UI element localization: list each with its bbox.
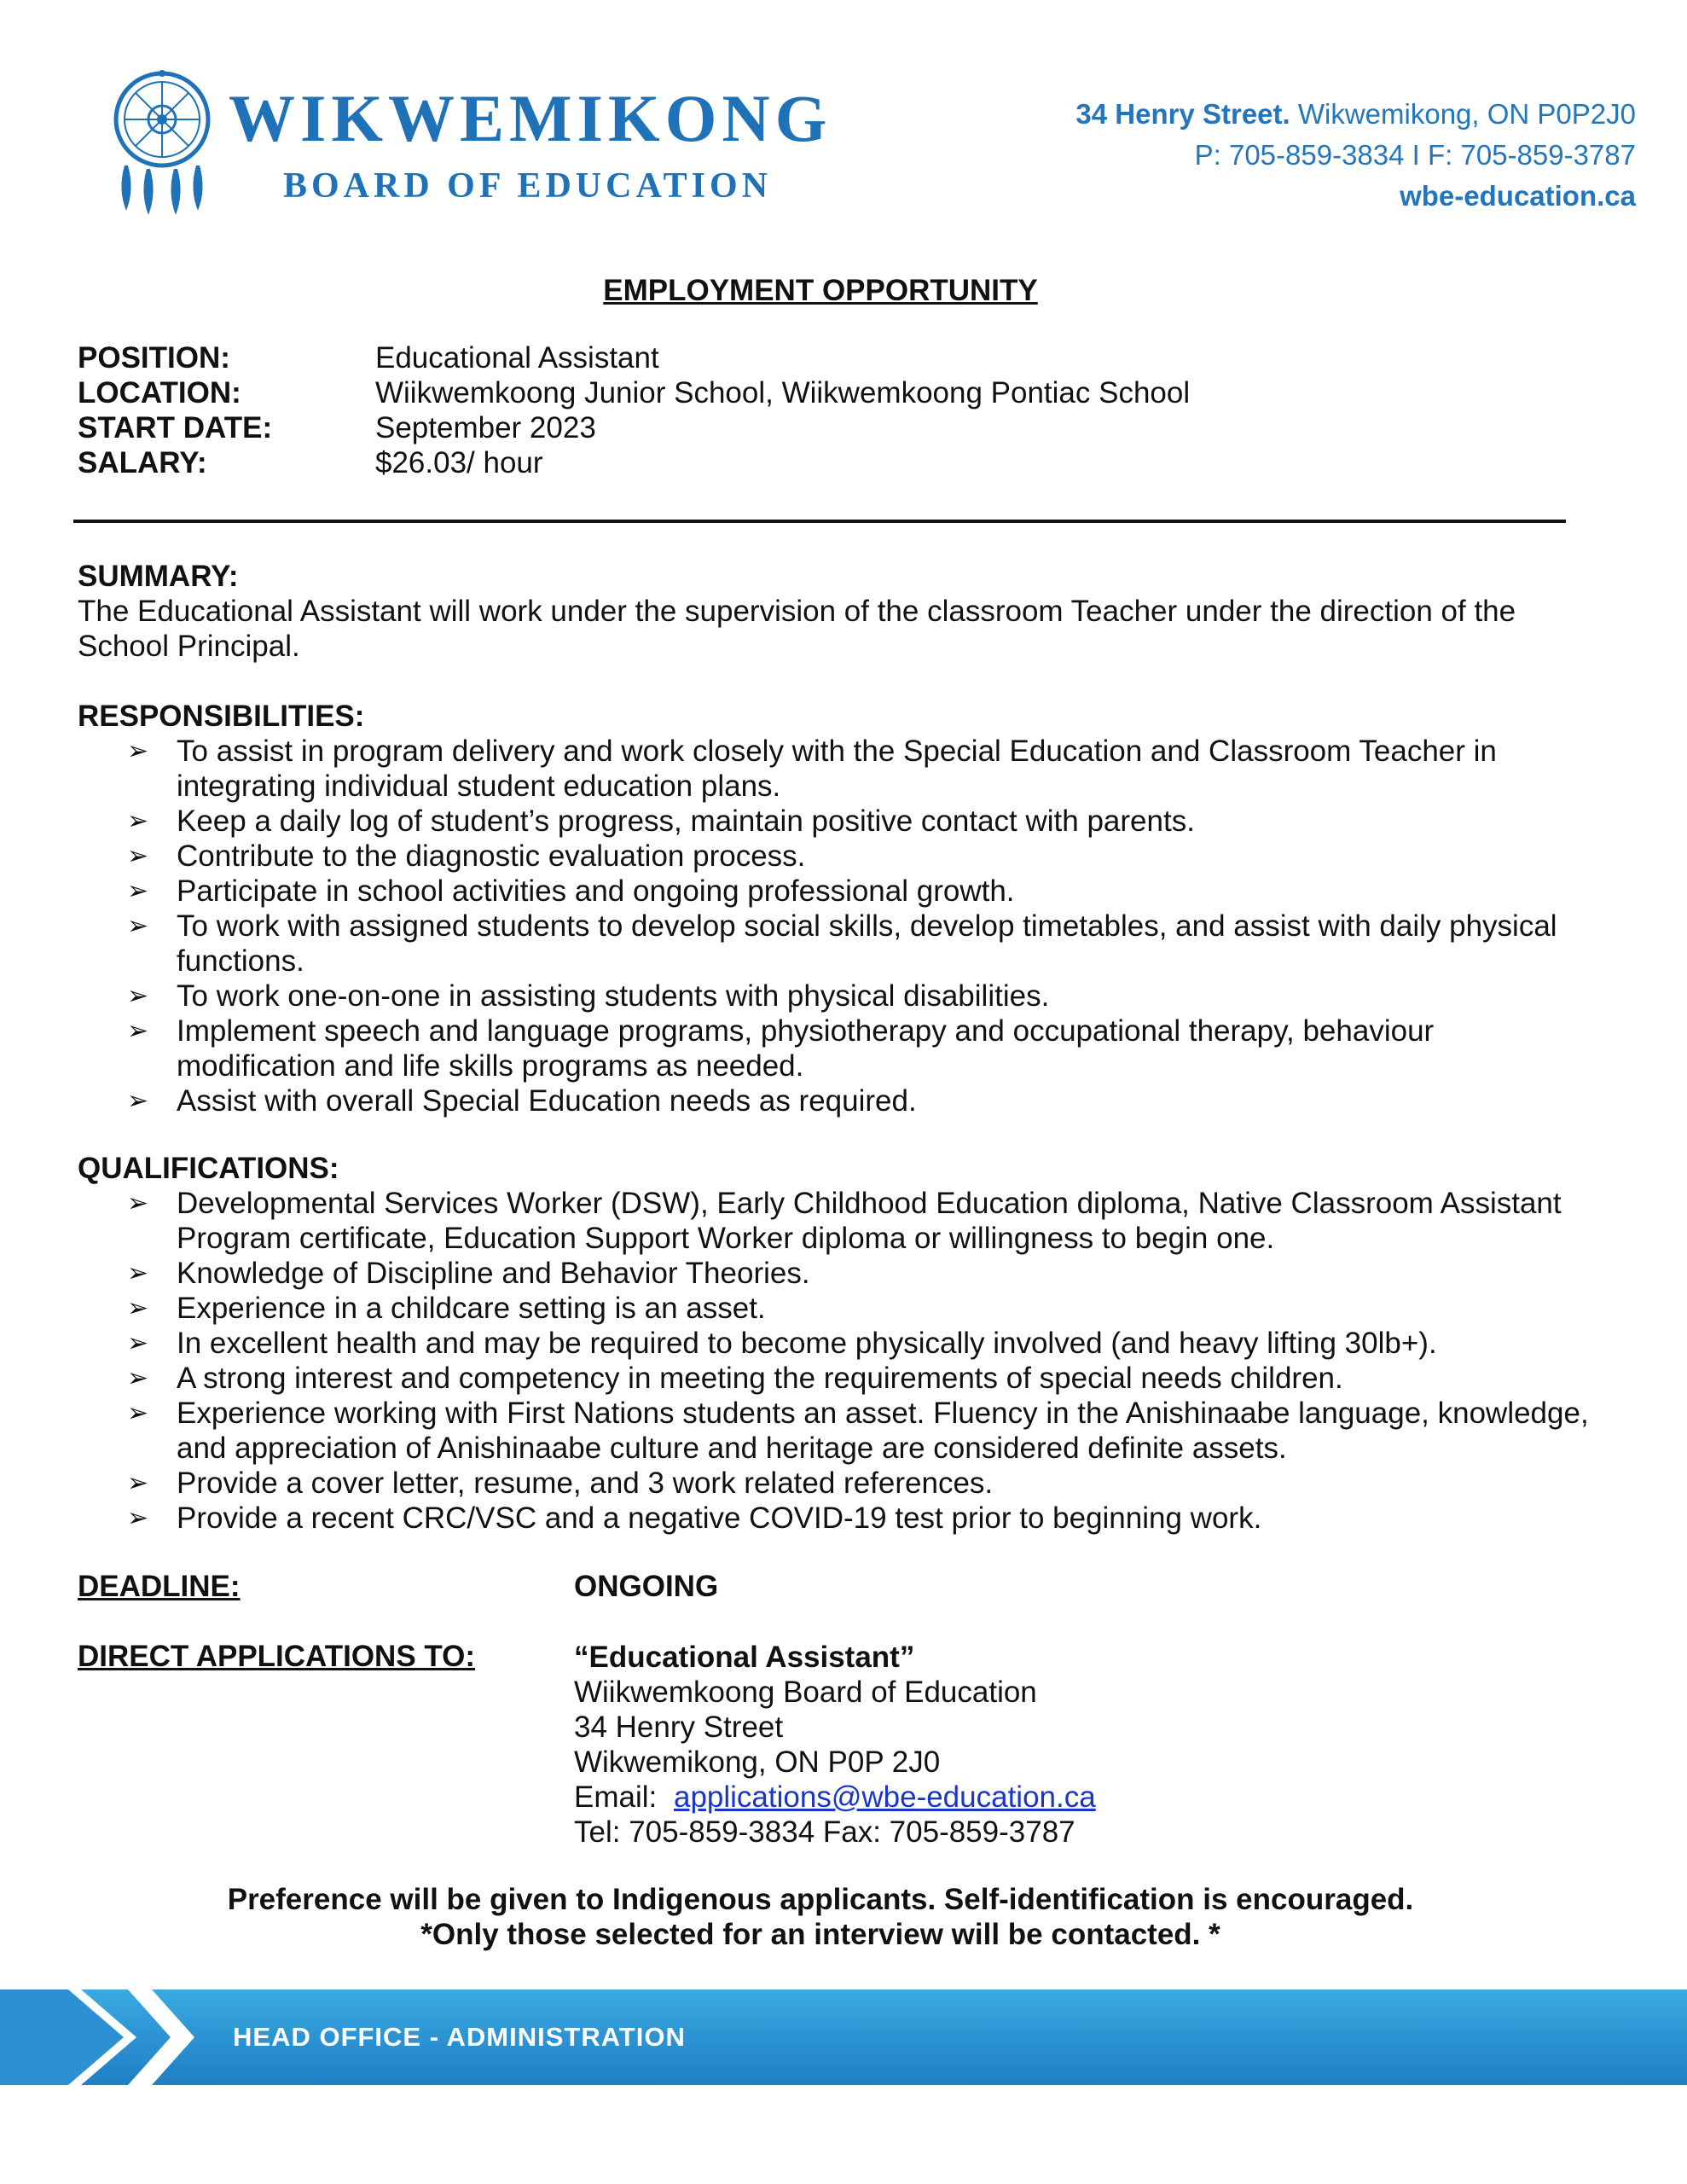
applications-org: Wiikwemkoong Board of Education bbox=[574, 1676, 1037, 1709]
applications-label: DIRECT APPLICATIONS TO: bbox=[78, 1640, 476, 1673]
detail-value: September 2023 bbox=[375, 411, 596, 444]
chevron-right-icon bbox=[0, 1989, 196, 2085]
responsibilities-heading: RESPONSIBILITIES: bbox=[78, 700, 365, 733]
applications-street: 34 Henry Street bbox=[574, 1711, 784, 1744]
arrow-bullet-icon: ➢ bbox=[127, 1259, 149, 1287]
arrow-bullet-icon: ➢ bbox=[127, 877, 149, 905]
list-item: ➢ In excellent health and may be required to become physically involved (and heavy lifting 30lb+). bbox=[127, 1327, 1437, 1360]
list-item: ➢ To work with assigned students to develop social skills, develop timetables, and assist with daily physical functions. bbox=[127, 909, 1557, 978]
email-link[interactable]: applications@wbe-education.ca bbox=[673, 1780, 1096, 1814]
address-street: 34 Henry Street. bbox=[1075, 98, 1290, 130]
list-item: ➢ Experience in a childcare setting is an asset. bbox=[127, 1292, 766, 1325]
applications-city: Wikwemikong, ON P0P 2J0 bbox=[574, 1745, 941, 1779]
detail-row-position bbox=[78, 340, 1190, 375]
list-item: ➢ Provide a recent CRC/VSC and a negative COVID-19 test prior to beginning work. bbox=[127, 1502, 1262, 1535]
website-link[interactable]: wbe-education.ca bbox=[1400, 180, 1636, 212]
list-item: ➢ To assist in program delivery and work closely with the Special Education and Classroom Teacher in integrating individual student education plans. bbox=[127, 735, 1497, 803]
list-item: ➢ Contribute to the diagnostic evaluation process. bbox=[127, 839, 806, 873]
detail-value: $26.03/ hour bbox=[375, 446, 543, 479]
brand-name: WIKWEMIKONG bbox=[229, 81, 832, 155]
applications-tel-fax: Tel: 705-859-3834 Fax: 705-859-3787 bbox=[574, 1815, 1075, 1849]
detail-value: Wiikwemkoong Junior School, Wiikwemkoong Pontiac School bbox=[375, 376, 1191, 410]
notice-line-1: Preference will be given to Indigenous applicants. Self-identification is encouraged. bbox=[227, 1883, 1414, 1916]
arrow-bullet-icon: ➢ bbox=[127, 737, 149, 765]
list-item: ➢ Implement speech and language programs, physiotherapy and occupational therapy, behaviour modification and life skills programs as needed. bbox=[127, 1014, 1435, 1083]
responsibilities-list bbox=[78, 734, 1596, 1118]
list-item: ➢ A strong interest and competency in meeting the requirements of special needs children. bbox=[127, 1362, 1343, 1395]
arrow-bullet-icon: ➢ bbox=[127, 1329, 149, 1357]
contact-block bbox=[1075, 94, 1636, 217]
list-item: ➢ Developmental Services Worker (DSW), Early Childhood Education diploma, Native Classroom Assistant Program certificate, Education Support Worker diploma or willingness to begin one. bbox=[127, 1187, 1562, 1255]
arrow-bullet-icon: ➢ bbox=[127, 807, 149, 835]
arrow-bullet-icon: ➢ bbox=[127, 1189, 149, 1217]
summary-text: The Educational Assistant will work under the supervision of the classroom Teacher under the direction of the School Principal. bbox=[78, 595, 1516, 663]
brand-subtitle: BOARD OF EDUCATION bbox=[283, 166, 773, 206]
address-city: Wikwemikong, ON P0P2J0 bbox=[1297, 98, 1636, 130]
qualifications-section bbox=[78, 1151, 1596, 1536]
summary-heading: SUMMARY: bbox=[78, 560, 239, 593]
list-item: ➢ Provide a cover letter, resume, and 3 work related references. bbox=[127, 1467, 994, 1500]
phone-fax-line: P: 705-859-3834 I F: 705-859-3787 bbox=[1194, 139, 1636, 171]
responsibilities-section bbox=[78, 699, 1596, 1118]
list-item: ➢ Keep a daily log of student’s progress, maintain positive contact with parents. bbox=[127, 804, 1195, 838]
arrow-bullet-icon: ➢ bbox=[127, 1364, 149, 1392]
detail-row-salary bbox=[78, 445, 1190, 480]
preference-notice bbox=[0, 1882, 1641, 1952]
qualifications-list bbox=[78, 1186, 1596, 1536]
summary-section bbox=[78, 559, 1596, 664]
applications-email-line bbox=[574, 1780, 1096, 1815]
applications-position: “Educational Assistant” bbox=[574, 1641, 915, 1674]
job-details bbox=[78, 340, 1190, 480]
detail-row-location bbox=[78, 375, 1190, 410]
arrow-bullet-icon: ➢ bbox=[127, 1399, 149, 1427]
detail-label: LOCATION: bbox=[78, 376, 241, 410]
list-item: ➢ Knowledge of Discipline and Behavior Theories. bbox=[127, 1257, 810, 1290]
arrow-bullet-icon: ➢ bbox=[127, 1087, 149, 1115]
applications-address bbox=[574, 1640, 1096, 1850]
arrow-bullet-icon: ➢ bbox=[127, 982, 149, 1010]
detail-value: Educational Assistant bbox=[375, 341, 659, 375]
arrow-bullet-icon: ➢ bbox=[127, 1017, 149, 1045]
list-item: ➢ To work one-on-one in assisting students with physical disabilities. bbox=[127, 979, 1050, 1013]
qualifications-heading: QUALIFICATIONS: bbox=[78, 1152, 339, 1185]
footer-text: HEAD OFFICE - ADMINISTRATION bbox=[233, 2022, 686, 2052]
arrow-bullet-icon: ➢ bbox=[127, 1504, 149, 1532]
email-label: Email: bbox=[574, 1780, 658, 1814]
deadline-label: DEADLINE: bbox=[78, 1570, 241, 1603]
arrow-bullet-icon: ➢ bbox=[127, 912, 149, 940]
deadline-value: ONGOING bbox=[574, 1570, 719, 1603]
detail-label: START DATE: bbox=[78, 411, 273, 444]
arrow-bullet-icon: ➢ bbox=[127, 842, 149, 870]
dreamcatcher-logo-icon bbox=[111, 70, 213, 219]
list-item: ➢ Participate in school activities and ongoing professional growth. bbox=[127, 874, 1015, 908]
detail-label: SALARY: bbox=[78, 446, 207, 479]
page-title: EMPLOYMENT OPPORTUNITY bbox=[603, 274, 1038, 307]
notice-line-2: *Only those selected for an interview will be contacted. * bbox=[420, 1918, 1220, 1951]
arrow-bullet-icon: ➢ bbox=[127, 1469, 149, 1497]
divider bbox=[73, 520, 1566, 523]
detail-label: POSITION: bbox=[78, 341, 230, 375]
address-line bbox=[1075, 94, 1636, 135]
arrow-bullet-icon: ➢ bbox=[127, 1294, 149, 1322]
list-item: ➢ Experience working with First Nations students an asset. Fluency in the Anishinaabe language, knowledge, and appreciation of Anishinaabe culture and heritage are considered definite assets. bbox=[127, 1397, 1589, 1465]
detail-row-start-date bbox=[78, 410, 1190, 445]
list-item: ➢ Assist with overall Special Education needs as required. bbox=[127, 1084, 917, 1118]
